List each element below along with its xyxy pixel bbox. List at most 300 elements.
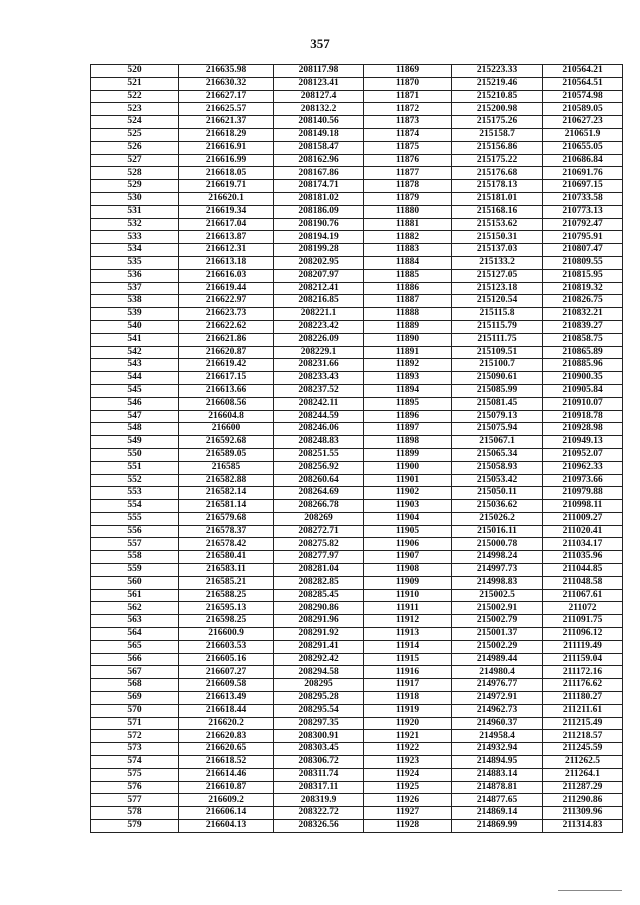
- table-cell: 210564.51: [543, 77, 623, 90]
- table-row: [91, 653, 623, 666]
- table-cell: 208246.06: [274, 423, 364, 436]
- table-cell: 216620.83: [179, 730, 274, 743]
- table-cell: 11926: [364, 794, 452, 807]
- table-cell: 216619.34: [179, 205, 274, 218]
- table-cell: 211096.12: [543, 628, 623, 641]
- table-cell: 525: [91, 128, 179, 141]
- table-cell: 11875: [364, 141, 452, 154]
- table-row: [91, 551, 623, 564]
- table-cell: 11895: [364, 397, 452, 410]
- table-cell: 11915: [364, 653, 452, 666]
- table-cell: 211172.16: [543, 666, 623, 679]
- table-cell: 216609.58: [179, 679, 274, 692]
- table-cell: 215150.31: [452, 231, 543, 244]
- table-row: [91, 282, 623, 295]
- table-cell: 215079.13: [452, 410, 543, 423]
- table-cell: 208300.91: [274, 730, 364, 743]
- table-cell: 216606.14: [179, 807, 274, 820]
- table-cell: 208266.78: [274, 500, 364, 513]
- table-cell: 210979.88: [543, 487, 623, 500]
- table-cell: 544: [91, 372, 179, 385]
- table-cell: 208294.58: [274, 666, 364, 679]
- table-cell: 568: [91, 679, 179, 692]
- table-cell: 216622.97: [179, 295, 274, 308]
- table-cell: 215115.8: [452, 308, 543, 321]
- table-cell: 548: [91, 423, 179, 436]
- table-cell: 216580.41: [179, 551, 274, 564]
- table-cell: 211020.41: [543, 525, 623, 538]
- table-cell: 527: [91, 154, 179, 167]
- table-cell: 11885: [364, 269, 452, 282]
- table-row: [91, 717, 623, 730]
- table-cell: 211044.85: [543, 564, 623, 577]
- table-cell: 210832.21: [543, 308, 623, 321]
- table-row: [91, 372, 623, 385]
- table-cell: 215085.99: [452, 384, 543, 397]
- table-cell: 11878: [364, 180, 452, 193]
- table-cell: 216600.9: [179, 628, 274, 641]
- table-cell: 210733.58: [543, 192, 623, 205]
- table-cell: 11894: [364, 384, 452, 397]
- table-cell: 210918.78: [543, 410, 623, 423]
- table-cell: 208231.66: [274, 359, 364, 372]
- table-cell: 208291.41: [274, 640, 364, 653]
- table-cell: 541: [91, 333, 179, 346]
- table-cell: 11874: [364, 128, 452, 141]
- table-cell: 11886: [364, 282, 452, 295]
- table-cell: 11920: [364, 717, 452, 730]
- table-cell: 567: [91, 666, 179, 679]
- table-cell: 208174.71: [274, 180, 364, 193]
- table-cell: 557: [91, 538, 179, 551]
- table-cell: 558: [91, 551, 179, 564]
- table-cell: 531: [91, 205, 179, 218]
- table-cell: 211290.86: [543, 794, 623, 807]
- table-cell: 211034.17: [543, 538, 623, 551]
- table-cell: 547: [91, 410, 179, 423]
- table-cell: 576: [91, 781, 179, 794]
- table-cell: 11905: [364, 525, 452, 538]
- table-cell: 216605.16: [179, 653, 274, 666]
- table-cell: 545: [91, 384, 179, 397]
- table-cell: 214997.73: [452, 564, 543, 577]
- table-cell: 11884: [364, 256, 452, 269]
- table-cell: 208237.52: [274, 384, 364, 397]
- table-cell: 215156.86: [452, 141, 543, 154]
- table-row: [91, 295, 623, 308]
- table-cell: 216578.42: [179, 538, 274, 551]
- table-cell: 211119.49: [543, 640, 623, 653]
- table-cell: 216585: [179, 461, 274, 474]
- table-cell: 11872: [364, 103, 452, 116]
- table-row: [91, 116, 623, 129]
- table-row: [91, 602, 623, 615]
- table-cell: 208326.56: [274, 820, 364, 833]
- table-cell: 210826.75: [543, 295, 623, 308]
- table-row: [91, 512, 623, 525]
- table-cell: 11917: [364, 679, 452, 692]
- table-row: [91, 436, 623, 449]
- table-cell: 529: [91, 180, 179, 193]
- table-cell: 216619.71: [179, 180, 274, 193]
- table-row: [91, 538, 623, 551]
- table-cell: 215016.11: [452, 525, 543, 538]
- table-cell: 215127.05: [452, 269, 543, 282]
- table-cell: 208221.1: [274, 308, 364, 321]
- table-cell: 11907: [364, 551, 452, 564]
- table-cell: 208306.72: [274, 756, 364, 769]
- table-cell: 211245.59: [543, 743, 623, 756]
- table-cell: 211176.62: [543, 679, 623, 692]
- table-cell: 210655.05: [543, 141, 623, 154]
- table-cell: 214960.37: [452, 717, 543, 730]
- table-row: [91, 141, 623, 154]
- table-cell: 208181.02: [274, 192, 364, 205]
- table-cell: 210900.35: [543, 372, 623, 385]
- table-cell: 570: [91, 704, 179, 717]
- table-cell: 216604.13: [179, 820, 274, 833]
- table-cell: 210905.84: [543, 384, 623, 397]
- table-cell: 214878.81: [452, 781, 543, 794]
- table-cell: 216613.49: [179, 692, 274, 705]
- table-cell: 539: [91, 308, 179, 321]
- table-cell: 11887: [364, 295, 452, 308]
- table-row: [91, 205, 623, 218]
- table-row: [91, 794, 623, 807]
- table-cell: 208277.97: [274, 551, 364, 564]
- table-cell: 560: [91, 576, 179, 589]
- table-cell: 208295.28: [274, 692, 364, 705]
- table-row: [91, 231, 623, 244]
- table-cell: 215001.37: [452, 628, 543, 641]
- table-cell: 214980.4: [452, 666, 543, 679]
- table-cell: 208190.76: [274, 218, 364, 231]
- table-cell: 208226.09: [274, 333, 364, 346]
- table-cell: 11869: [364, 65, 452, 78]
- table-row: [91, 269, 623, 282]
- table-cell: 11876: [364, 154, 452, 167]
- table-cell: 216578.37: [179, 525, 274, 538]
- table-cell: 215002.5: [452, 589, 543, 602]
- table-cell: 215178.13: [452, 180, 543, 193]
- table-cell: 216620.2: [179, 717, 274, 730]
- table-cell: 556: [91, 525, 179, 538]
- table-cell: 208207.97: [274, 269, 364, 282]
- table-cell: 215200.98: [452, 103, 543, 116]
- table-cell: 208149.18: [274, 128, 364, 141]
- table-row: [91, 807, 623, 820]
- table-cell: 11921: [364, 730, 452, 743]
- table-cell: 535: [91, 256, 179, 269]
- table-cell: 214972.91: [452, 692, 543, 705]
- table-cell: 538: [91, 295, 179, 308]
- table-cell: 11891: [364, 346, 452, 359]
- table-cell: 11914: [364, 640, 452, 653]
- table-cell: 210773.13: [543, 205, 623, 218]
- table-cell: 11900: [364, 461, 452, 474]
- table-cell: 564: [91, 628, 179, 641]
- table-cell: 211215.49: [543, 717, 623, 730]
- table-row: [91, 77, 623, 90]
- table-cell: 11870: [364, 77, 452, 90]
- table-cell: 215002.91: [452, 602, 543, 615]
- table-cell: 215176.68: [452, 167, 543, 180]
- table-cell: 575: [91, 768, 179, 781]
- table-row: [91, 167, 623, 180]
- table-cell: 215115.79: [452, 320, 543, 333]
- table-cell: 210962.33: [543, 461, 623, 474]
- table-cell: 561: [91, 589, 179, 602]
- table-cell: 215058.93: [452, 461, 543, 474]
- table-cell: 577: [91, 794, 179, 807]
- table-cell: 210651.9: [543, 128, 623, 141]
- table-cell: 216616.99: [179, 154, 274, 167]
- table-cell: 208233.43: [274, 372, 364, 385]
- table-row: [91, 500, 623, 513]
- table-cell: 11924: [364, 768, 452, 781]
- table-cell: 528: [91, 167, 179, 180]
- table-cell: 215002.79: [452, 615, 543, 628]
- table-cell: 562: [91, 602, 179, 615]
- table-row: [91, 589, 623, 602]
- table-cell: 215000.78: [452, 538, 543, 551]
- table-cell: 208319.9: [274, 794, 364, 807]
- table-cell: 216619.42: [179, 359, 274, 372]
- table-cell: 11888: [364, 308, 452, 321]
- table-cell: 210807.47: [543, 244, 623, 257]
- table-cell: 216595.13: [179, 602, 274, 615]
- table-cell: 11880: [364, 205, 452, 218]
- table-cell: 11889: [364, 320, 452, 333]
- table-row: [91, 730, 623, 743]
- table-cell: 215065.34: [452, 448, 543, 461]
- table-cell: 216619.44: [179, 282, 274, 295]
- table-cell: 208269: [274, 512, 364, 525]
- table-cell: 214894.95: [452, 756, 543, 769]
- table-cell: 208275.82: [274, 538, 364, 551]
- table-cell: 215120.54: [452, 295, 543, 308]
- table-cell: 214869.14: [452, 807, 543, 820]
- table-cell: 216582.14: [179, 487, 274, 500]
- table-cell: 208292.42: [274, 653, 364, 666]
- table-cell: 216613.66: [179, 384, 274, 397]
- table-cell: 216603.53: [179, 640, 274, 653]
- table-cell: 216616.91: [179, 141, 274, 154]
- table-row: [91, 180, 623, 193]
- table-cell: 11882: [364, 231, 452, 244]
- table-cell: 215158.7: [452, 128, 543, 141]
- table-cell: 216614.46: [179, 768, 274, 781]
- table-cell: 210809.55: [543, 256, 623, 269]
- table-cell: 11898: [364, 436, 452, 449]
- table-row: [91, 308, 623, 321]
- table-cell: 524: [91, 116, 179, 129]
- table-cell: 208223.42: [274, 320, 364, 333]
- table-cell: 215168.16: [452, 205, 543, 218]
- table-cell: 216588.25: [179, 589, 274, 602]
- table-cell: 216612.31: [179, 244, 274, 257]
- table-cell: 210952.07: [543, 448, 623, 461]
- table-row: [91, 820, 623, 833]
- table-cell: 216600: [179, 423, 274, 436]
- table-cell: 563: [91, 615, 179, 628]
- table-cell: 550: [91, 448, 179, 461]
- table-cell: 530: [91, 192, 179, 205]
- table-cell: 211009.27: [543, 512, 623, 525]
- table-cell: 208199.28: [274, 244, 364, 257]
- table-row: [91, 692, 623, 705]
- table-cell: 11908: [364, 564, 452, 577]
- table-cell: 210686.84: [543, 154, 623, 167]
- table-cell: 573: [91, 743, 179, 756]
- table-cell: 208291.92: [274, 628, 364, 641]
- table-cell: 211211.61: [543, 704, 623, 717]
- table-cell: 208251.55: [274, 448, 364, 461]
- table-row: [91, 743, 623, 756]
- table-cell: 208297.35: [274, 717, 364, 730]
- table-cell: 11902: [364, 487, 452, 500]
- table-cell: 208290.86: [274, 602, 364, 615]
- table-row: [91, 640, 623, 653]
- table-cell: 11893: [364, 372, 452, 385]
- table-cell: 216622.62: [179, 320, 274, 333]
- table-cell: 215123.18: [452, 282, 543, 295]
- table-cell: 208194.19: [274, 231, 364, 244]
- table-cell: 216635.98: [179, 65, 274, 78]
- table-cell: 216607.27: [179, 666, 274, 679]
- table-cell: 210865.89: [543, 346, 623, 359]
- table-cell: 214998.24: [452, 551, 543, 564]
- table-cell: 210819.32: [543, 282, 623, 295]
- table-cell: 555: [91, 512, 179, 525]
- table-row: [91, 256, 623, 269]
- table-cell: 216592.68: [179, 436, 274, 449]
- table-cell: 210949.13: [543, 436, 623, 449]
- table-cell: 208216.85: [274, 295, 364, 308]
- table-cell: 208285.45: [274, 589, 364, 602]
- table-cell: 211262.5: [543, 756, 623, 769]
- table-row: [91, 90, 623, 103]
- table-cell: 210858.75: [543, 333, 623, 346]
- table-cell: 566: [91, 653, 179, 666]
- table-cell: 211180.27: [543, 692, 623, 705]
- table-cell: 571: [91, 717, 179, 730]
- table-cell: 11879: [364, 192, 452, 205]
- table-cell: 216608.56: [179, 397, 274, 410]
- table-row: [91, 333, 623, 346]
- table-row: [91, 128, 623, 141]
- table-cell: 216589.05: [179, 448, 274, 461]
- table-cell: 11897: [364, 423, 452, 436]
- table-row: [91, 704, 623, 717]
- table-cell: 11903: [364, 500, 452, 513]
- table-cell: 208256.92: [274, 461, 364, 474]
- table-cell: 215109.51: [452, 346, 543, 359]
- table-cell: 208322.72: [274, 807, 364, 820]
- table-cell: 208248.83: [274, 436, 364, 449]
- table-cell: 211287.29: [543, 781, 623, 794]
- table-row: [91, 65, 623, 78]
- table-cell: 210910.07: [543, 397, 623, 410]
- table-cell: 579: [91, 820, 179, 833]
- table-cell: 11871: [364, 90, 452, 103]
- table-row: [91, 154, 623, 167]
- table-cell: 214998.83: [452, 576, 543, 589]
- table-cell: 215081.45: [452, 397, 543, 410]
- table-cell: 215219.46: [452, 77, 543, 90]
- table-cell: 216585.21: [179, 576, 274, 589]
- table-cell: 216620.65: [179, 743, 274, 756]
- table-cell: 208244.59: [274, 410, 364, 423]
- table-cell: 11883: [364, 244, 452, 257]
- table-cell: 11890: [364, 333, 452, 346]
- table-cell: 565: [91, 640, 179, 653]
- coordinate-table: [90, 64, 623, 833]
- table-cell: 216621.37: [179, 116, 274, 129]
- table-row: [91, 448, 623, 461]
- table-cell: 215026.2: [452, 512, 543, 525]
- table-row: [91, 192, 623, 205]
- table-cell: 210973.66: [543, 474, 623, 487]
- table-cell: 549: [91, 436, 179, 449]
- table-cell: 215133.2: [452, 256, 543, 269]
- table-cell: 578: [91, 807, 179, 820]
- table-cell: 210795.91: [543, 231, 623, 244]
- table-cell: 11873: [364, 116, 452, 129]
- table-cell: 11911: [364, 602, 452, 615]
- table-cell: 208186.09: [274, 205, 364, 218]
- table-cell: 215067.1: [452, 436, 543, 449]
- table-cell: 208311.74: [274, 768, 364, 781]
- table-cell: 208127.4: [274, 90, 364, 103]
- table-cell: 216613.18: [179, 256, 274, 269]
- table-cell: 211309.96: [543, 807, 623, 820]
- table-cell: 210928.98: [543, 423, 623, 436]
- table-cell: 210839.27: [543, 320, 623, 333]
- table-row: [91, 525, 623, 538]
- table-cell: 208140.56: [274, 116, 364, 129]
- table-cell: 542: [91, 346, 179, 359]
- table-cell: 208295.54: [274, 704, 364, 717]
- table-cell: 216609.2: [179, 794, 274, 807]
- table-row: [91, 410, 623, 423]
- table-cell: 216630.32: [179, 77, 274, 90]
- table-cell: 215053.42: [452, 474, 543, 487]
- table-cell: 216579.68: [179, 512, 274, 525]
- table-cell: 559: [91, 564, 179, 577]
- table-cell: 208212.41: [274, 282, 364, 295]
- table-cell: 215210.85: [452, 90, 543, 103]
- table-cell: 215002.29: [452, 640, 543, 653]
- table-cell: 211314.83: [543, 820, 623, 833]
- table-row: [91, 103, 623, 116]
- table-cell: 11928: [364, 820, 452, 833]
- table-cell: 216617.15: [179, 372, 274, 385]
- footer-rule: [558, 890, 622, 891]
- table-cell: 552: [91, 474, 179, 487]
- table-cell: 216618.29: [179, 128, 274, 141]
- table-cell: 11910: [364, 589, 452, 602]
- table-cell: 215181.01: [452, 192, 543, 205]
- table-cell: 208317.11: [274, 781, 364, 794]
- table-cell: 11927: [364, 807, 452, 820]
- table-cell: 216620.1: [179, 192, 274, 205]
- table-cell: 11909: [364, 576, 452, 589]
- table-cell: 208132.2: [274, 103, 364, 116]
- table-cell: 214869.99: [452, 820, 543, 833]
- table-cell: 536: [91, 269, 179, 282]
- table-cell: 521: [91, 77, 179, 90]
